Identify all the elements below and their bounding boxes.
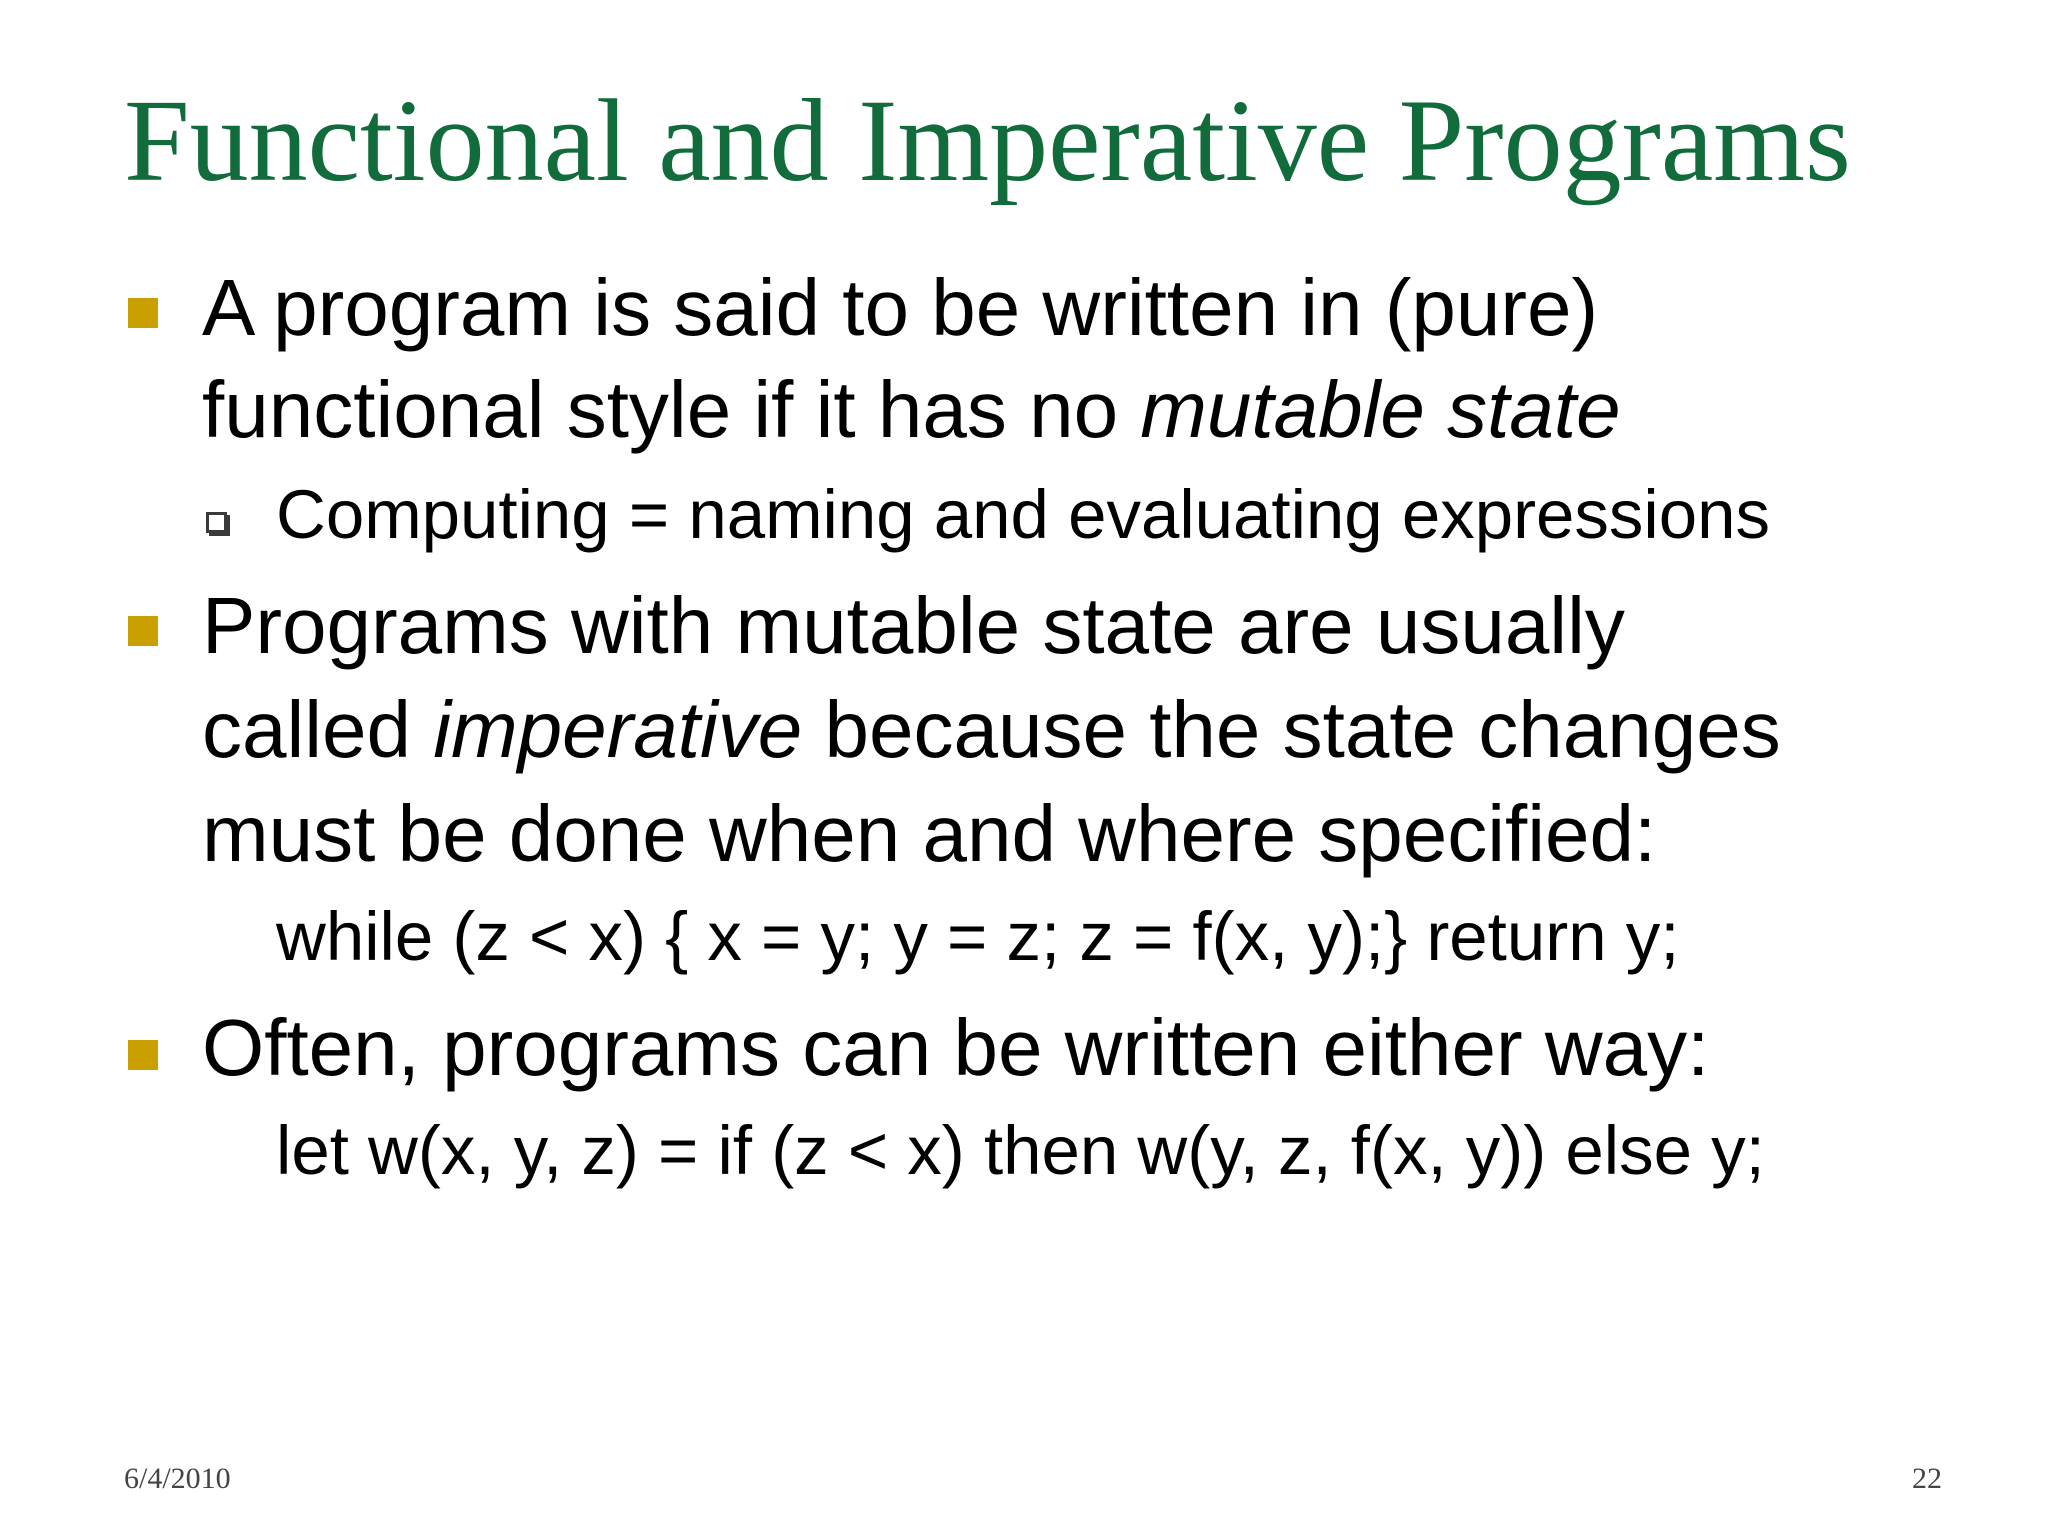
sub-bullet-checkbox-icon <box>206 512 227 533</box>
bullet2-line3: must be done when and where specified: <box>202 789 1657 878</box>
bullet1-line2-text: functional style if it has no <box>202 365 1141 454</box>
footer-page-number: 22 <box>1912 1462 1942 1495</box>
bullet2-line2-pre: called <box>202 685 434 774</box>
slide-title: Functional and Imperative Programs <box>124 75 1851 206</box>
bullet2-line2-post: because the state changes <box>802 685 1781 774</box>
bullet1-emphasis: mutable state <box>1140 365 1621 454</box>
footer-date: 6/4/2010 <box>124 1462 231 1495</box>
bullet1-line2 <box>202 365 1621 454</box>
sub-bullet-text: Computing = naming and evaluating expressions <box>276 476 1771 553</box>
bullet2-line2 <box>202 685 1781 774</box>
bullet2-line1: Programs with mutable state are usually <box>202 581 1625 670</box>
bullet3-line1: Often, programs can be written either way: <box>202 1003 1710 1092</box>
bullet-square-icon <box>128 616 158 646</box>
bullet-square-icon <box>128 298 158 328</box>
bullet-square-icon <box>128 1040 158 1070</box>
code-example-while: while (z < x) { x = y; y = z; z = f(x, y);} return y; <box>276 898 1680 975</box>
bullet1-line1: A program is said to be written in (pure) <box>202 263 1599 352</box>
bullet2-emphasis: imperative <box>433 685 803 774</box>
code-example-let: let w(x, y, z) = if (z < x) then w(y, z, f(x, y)) else y; <box>276 1112 1765 1189</box>
